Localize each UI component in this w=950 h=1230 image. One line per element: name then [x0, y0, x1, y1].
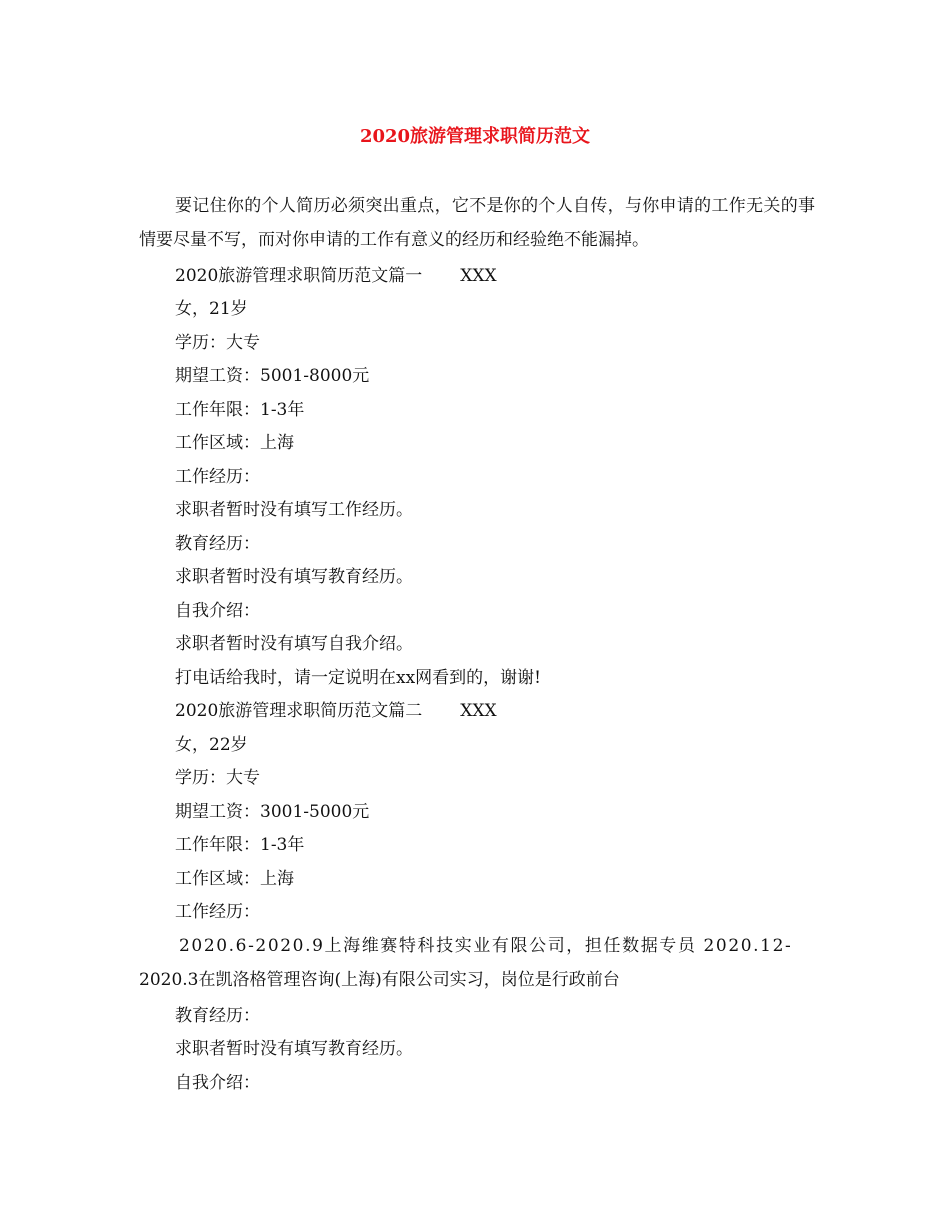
resume1-heading-line: [175, 264, 497, 288]
resume1-gender-age: 女，21岁: [175, 299, 248, 319]
resume2-gender-age: 女，22岁: [175, 735, 248, 755]
resume2-heading-line: [175, 699, 497, 723]
resume2-name: XXX: [460, 701, 497, 721]
resume2-education-level: 学历：大专: [175, 768, 260, 788]
intro-paragraph: 要记住你的个人简历必须突出重点，它不是你的个人自传，与你申请的工作无关的事情要尽量不写，而对你申请的工作有意义的经历和经验绝不能漏掉。: [139, 196, 815, 250]
resume2-work-line1: 2020.6-2020.9上海维赛特科技实业有限公司，担任数据专员 2020.12-: [179, 936, 793, 956]
resume2-edu-label: 教育经历：: [175, 1006, 260, 1026]
resume1-work-label: 工作经历：: [175, 467, 260, 487]
resume2-work-experience: [139, 930, 815, 997]
resume2-work-line2: 2020.3在凯洛格管理咨询(上海)有限公司实习，岗位是行政前台: [139, 969, 620, 990]
resume1-heading: 2020旅游管理求职简历范文篇一: [175, 266, 423, 286]
resume1-self: 求职者暂时没有填写自我介绍。: [175, 634, 413, 654]
resume1-edu-label: 教育经历：: [175, 534, 260, 554]
document-title: 2020旅游管理求职简历范文: [359, 126, 591, 147]
resume2-salary: 期望工资：3001-5000元: [175, 802, 370, 822]
resume1-area: 工作区域：上海: [175, 433, 294, 453]
resume1-years: 工作年限：1-3年: [175, 400, 305, 420]
resume1-edu: 求职者暂时没有填写教育经历。: [175, 567, 413, 587]
resume1-contact: 打电话给我时，请一定说明在xx网看到的，谢谢!: [175, 668, 542, 688]
resume2-heading: 2020旅游管理求职简历范文篇二: [175, 701, 423, 721]
resume1-self-label: 自我介绍：: [175, 601, 260, 621]
resume1-salary: 期望工资：5001-8000元: [175, 366, 370, 386]
resume1-name: XXX: [460, 266, 497, 286]
resume2-self-label: 自我介绍：: [175, 1073, 260, 1093]
resume2-work-label: 工作经历：: [175, 902, 260, 922]
resume1-work: 求职者暂时没有填写工作经历。: [175, 500, 413, 520]
resume2-years: 工作年限：1-3年: [175, 835, 305, 855]
resume2-area: 工作区域：上海: [175, 869, 294, 889]
resume2-edu: 求职者暂时没有填写教育经历。: [175, 1039, 413, 1059]
resume1-education-level: 学历：大专: [175, 333, 260, 353]
